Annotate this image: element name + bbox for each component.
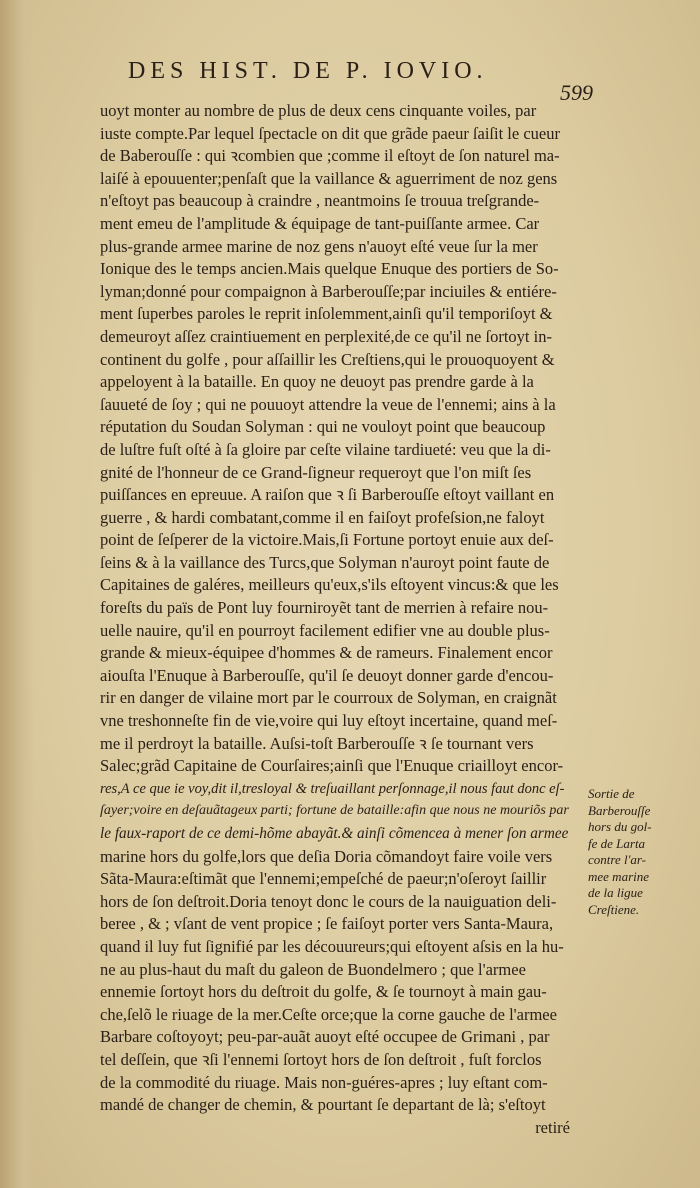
text-line: puiſſances en epreuue. A raiſon que ꝛ ſi Barberouſſe eſtoyt vaillant en [100, 485, 555, 505]
body-text [100, 100, 570, 1139]
text-line: le faux-raport de ce demi-hõme abayãt.& ainſi cõmencea à mener ſon armee [100, 825, 569, 842]
margin-note-line: fe de Larta [588, 835, 646, 851]
text-line: Capitaines de galéres, meilleurs qu'eux,s'ils eſtoyent vincus:& que les [100, 575, 559, 595]
text-line: demeuroyt aſſez craintiuement en perplexité,de ce qu'il ne ſortoyt in- [100, 326, 552, 346]
text-line: grande & mieux-équipee d'hommes & de rameurs. Finalement encor [100, 643, 553, 663]
text-line: continent du golfe , pour aſſaillir les Creſtiens,qui le prouoquoyent & [100, 349, 555, 369]
text-line: n'eſtoyt pas beaucoup à craindre , neantmoins ſe trouua treſgrande- [100, 191, 540, 211]
margin-note [588, 786, 698, 918]
text-line: mandé de changer de chemin, & pourtant ſe departant de là; s'eſtoyt [100, 1095, 546, 1115]
margin-note-line: de la ligue [588, 885, 643, 900]
text-line: ſayer;voire en deſauãtageux parti; fortune de bataille:afin que nous ne mouriõs par [100, 803, 569, 819]
text-line: marine hors du golfe,lors que deſia Doria cõmandoyt faire voile vers [100, 846, 553, 866]
text-line: me il perdroyt la bataille. Auſsi-toſt Barberouſſe ꝛ ſe tournant vers [100, 733, 534, 753]
text-line: ment emeu de l'amplitude & équipage de tant-puiſſante armee. Car [100, 213, 540, 233]
text-line: uoyt monter au nombre de plus de deux cens cinquante voiles, par [100, 101, 537, 120]
text-line: ſeins & à la vaillance des Turcs,que Solyman n'auroyt point faute de [100, 552, 550, 572]
text-line: iuste compte.Par lequel ſpectacle on dit que grãde paeur ſaiſit le cueur [100, 123, 560, 143]
text-line: ſauueté de ſoy ; qui ne pouuoyt attendre la veue de l'ennemi; ains à la [100, 394, 556, 414]
text-line: de Baberouſſe : qui ꝛcombien que ;comme il eſtoyt de ſon naturel ma- [100, 146, 560, 166]
running-head: DES HIST. DE P. IOVIO. [128, 58, 488, 84]
text-line: plus-grande armee marine de noz gens n'auoyt eſté veue ſur la mer [100, 236, 538, 256]
margin-note-line: mee marine [588, 868, 650, 884]
text-line: res,A ce que ie voy,dit il,tresloyal & treſuaillant perſonnage,il nous faut donc eſ- [100, 780, 565, 797]
text-line: appeloyent à la bataille. En quoy ne deuoyt pas prendre garde à la [100, 372, 534, 392]
text-line: hors de ſon deſtroit.Doria tenoyt donc le cours de la nauiguation deli- [100, 891, 557, 911]
text-line: aiouſta l'Enuque à Barberouſſe, qu'il ſe deuoyt donner garde d'encou- [100, 665, 554, 685]
text-line: réputation du Soudan Solyman : qui ne vouloyt point que beaucoup [100, 417, 546, 437]
text-line: beree , & ; vſant de vent propice ; ſe faiſoyt porter vers Santa-Maura, [100, 914, 554, 934]
text-line: Salec;grãd Capitaine de Courſaires;ainſi que l'Enuque criailloyt encor- [100, 756, 564, 776]
text-line: laiſé à epouuenter;penſaſt que la vaillance & aguerriment de noz gens [100, 168, 558, 188]
text-line: de la commodité du riuage. Mais non-guéres-apres ; luy eſtant com- [100, 1072, 548, 1092]
page-number: 599 [560, 80, 593, 105]
margin-note-line: Sortie de [588, 786, 635, 801]
text-line: che,ſelõ le riuage de la mer.Ceſte orce;que la corne gauche de l'armee [100, 1004, 557, 1024]
text-line: lyman;donné pour compaignon à Barberouſſe;par inciuiles & entiére- [100, 281, 557, 301]
text-line: foreſts du païs de Pont luy fourniroyẽt tant de merrien à refaire nou- [100, 598, 549, 618]
text-line: uelle nauire, qu'il en pourroyt facilement edifier vne au double plus- [100, 620, 550, 640]
text-line: Barbare coſtoyoyt; peu-par-auãt auoyt eſté occupee de Grimani , par [100, 1027, 550, 1047]
catchword: retiré [535, 1117, 570, 1137]
text-line: Ionique des le temps ancien.Mais quelque Enuque des portiers de So- [100, 259, 559, 279]
text-line: point de ſeſperer de la victoire.Mais,ſi Fortune portoyt enuie aux deſ- [100, 530, 554, 550]
text-line: ennemie ſortoyt hors du deſtroit du golfe, & ſe tournoyt à main gau- [100, 982, 547, 1002]
text-line: ment ſuperbes paroles le reprit inſolemment,ainſi qu'il temporiſoyt & [100, 304, 553, 324]
margin-note-line: Barberouſſe [588, 802, 651, 818]
margin-note-line: contre l'ar- [588, 852, 646, 867]
text-line: de luſtre fuſt oſté à ſa gloire par ceſte vilaine tardiueté: veu que la di- [100, 439, 551, 459]
text-line: ne au plus-haut du maſt du galeon de Buondelmero ; que l'armee [100, 959, 526, 979]
text-line: gnité de l'honneur de ce Grand-ſigneur requeroyt que l'on miſt ſes [100, 462, 532, 482]
margin-note-line: hors du gol- [588, 819, 652, 834]
binding-gutter [0, 0, 34, 1188]
text-line: guerre , & hardi combatant,comme il en faiſoyt profeſsion,ne faloyt [100, 507, 545, 527]
text-line: vne treshonneſte fin de vie,voire qui luy eſtoyt incertaine, quand meſ- [100, 711, 558, 731]
margin-note-line: Creſtiene. [588, 901, 640, 917]
text-line: tel deſſein, que ꝛſi l'ennemi ſortoyt hors de ſon deſtroit , fuſt forclos [100, 1049, 542, 1069]
text-line: Sãta-Maura:eſtimãt que l'ennemi;empeſché de paeur;n'oſeroyt ſaillir [100, 869, 547, 889]
text-line: quand il luy fut ſignifié par les découureurs;qui eſtoyent aſsis en la hu- [100, 936, 564, 956]
text-line: rir en danger de vilaine mort par le courroux de Solyman, en craignãt [100, 688, 557, 708]
